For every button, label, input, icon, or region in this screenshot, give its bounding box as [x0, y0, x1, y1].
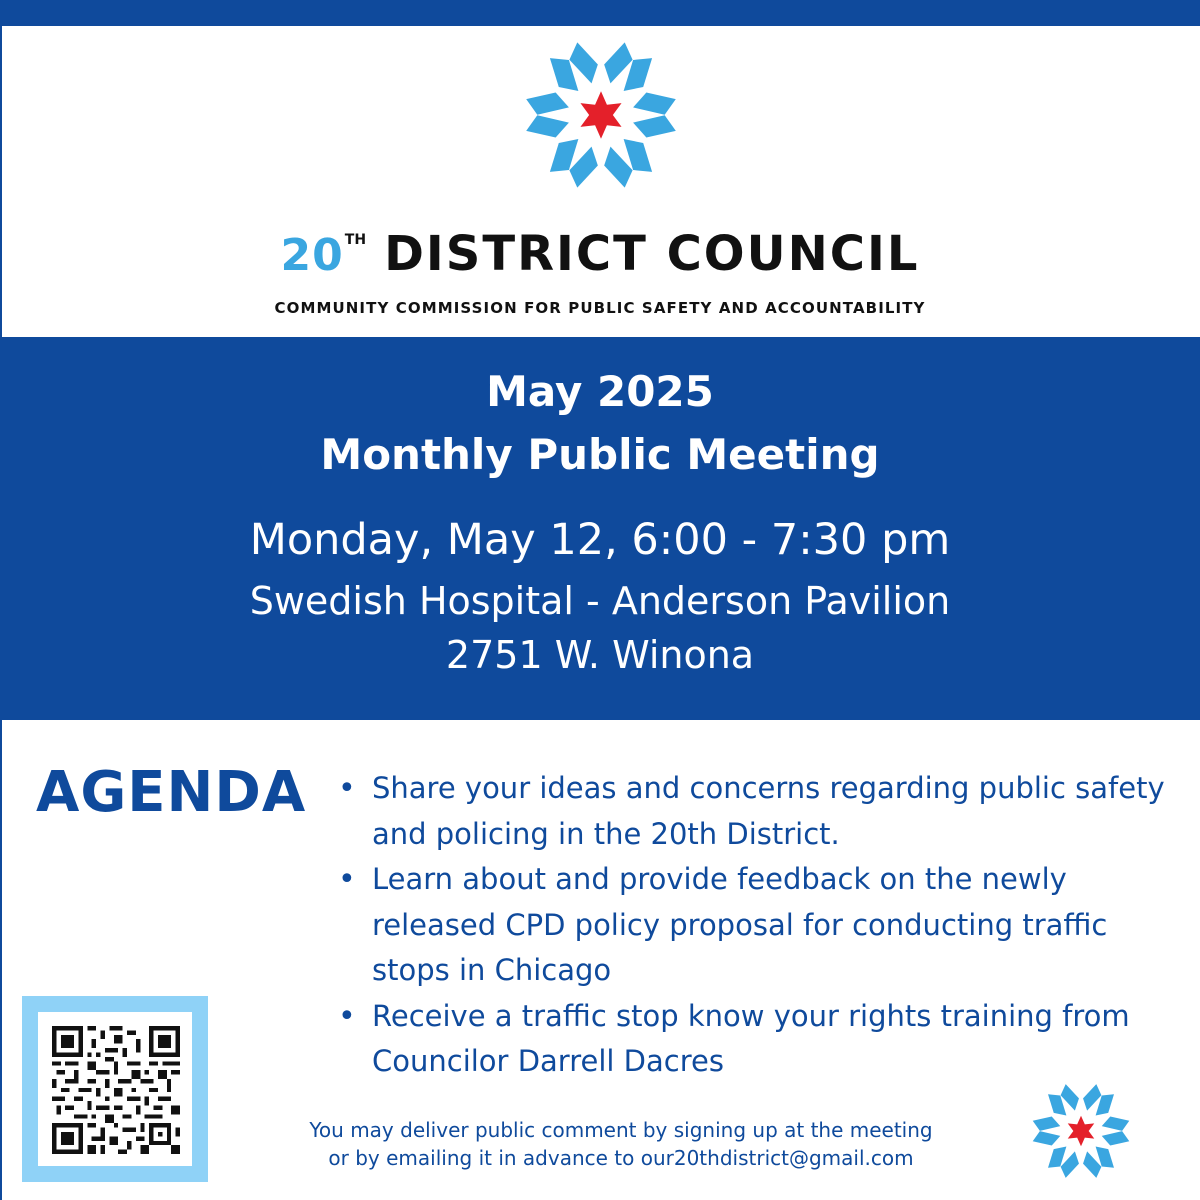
- council-name: DISTRICT COUNCIL: [384, 226, 920, 282]
- top-border-bar: [0, 0, 1200, 26]
- meeting-datetime: Monday, May 12, 6:00 - 7:30 pm: [249, 515, 951, 565]
- meeting-address: 2751 W. Winona: [445, 633, 755, 677]
- public-comment-line-1: You may deliver public comment by signing up at the meeting: [309, 1118, 933, 1142]
- district-ordinal: TH: [344, 232, 367, 248]
- meeting-month: May 2025: [486, 367, 714, 416]
- council-title: [0, 226, 1200, 282]
- qr-code-frame[interactable]: [22, 996, 208, 1182]
- public-comment-line-2: or by emailing it in advance to our20thdistrict@gmail.com: [328, 1146, 914, 1170]
- meeting-name: Monthly Public Meeting: [320, 430, 880, 479]
- red-star-icon: [580, 91, 621, 138]
- agenda-list: [338, 766, 1183, 1085]
- agenda-item: • Learn about and provide feedback on the newly released CPD policy proposal for conducting traffic stops in Chicago: [338, 857, 1183, 994]
- public-comment-note: [236, 1116, 1006, 1172]
- agenda-heading: AGENDA: [36, 760, 307, 825]
- commission-subtitle: COMMUNITY COMMISSION FOR PUBLIC SAFETY AND ACCOUNTABILITY: [274, 299, 926, 317]
- chicago-star-logo-icon: [522, 36, 680, 194]
- chicago-star-logo-small-icon: [1030, 1080, 1132, 1182]
- agenda-item: • Share your ideas and concerns regarding public safety and policing in the 20th District.: [338, 766, 1183, 857]
- meeting-venue: Swedish Hospital - Anderson Pavilion: [249, 579, 951, 623]
- qr-code-panel: [38, 1012, 192, 1166]
- agenda-item: • Receive a traffic stop know your rights training from Councilor Darrell Dacres: [338, 994, 1183, 1085]
- district-number: 20: [280, 230, 344, 281]
- qr-code-icon[interactable]: [52, 1026, 180, 1154]
- meeting-info-band: [0, 337, 1200, 720]
